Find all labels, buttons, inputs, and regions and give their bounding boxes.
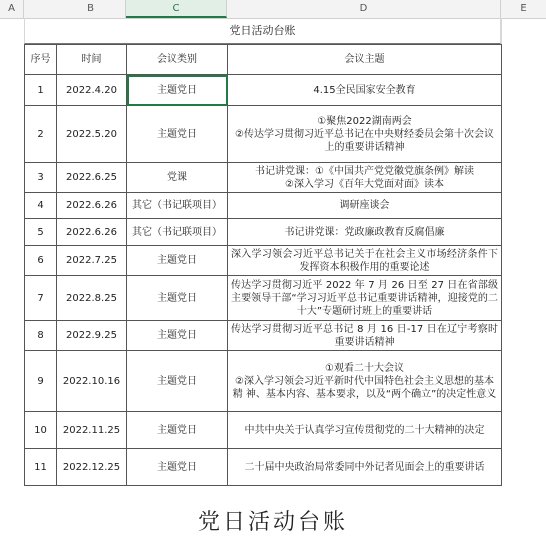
cell-no[interactable]: 9 bbox=[25, 351, 57, 412]
cell-date[interactable]: 2022.9.25 bbox=[57, 321, 127, 351]
cell-topic[interactable]: 传达学习贯彻习近平总书记 8 月 16 日-17 日在辽宁考察时重要讲话精神 bbox=[228, 321, 502, 351]
cell-no[interactable]: 3 bbox=[25, 163, 57, 193]
cell-date[interactable]: 2022.4.20 bbox=[57, 75, 127, 106]
table-row bbox=[25, 163, 502, 193]
table-row bbox=[25, 412, 502, 449]
cell-type[interactable]: 其它（书记联项目） bbox=[127, 219, 228, 246]
header-no[interactable]: 序号 bbox=[25, 45, 57, 75]
cell-topic[interactable]: 4.15全民国家安全教育 bbox=[228, 75, 502, 106]
cell-date[interactable]: 2022.12.25 bbox=[57, 449, 127, 486]
cell-no[interactable]: 4 bbox=[25, 193, 57, 219]
cell-topic[interactable]: ①聚焦2022湖南两会 ②传达学习贯彻习近平总书记在中央财经委员会第十次会议上的重要讲话精神 bbox=[228, 106, 502, 163]
cell-topic[interactable]: 书记讲党课：党政廉政教育反腐倡廉 bbox=[228, 219, 502, 246]
cell-no[interactable]: 7 bbox=[25, 276, 57, 321]
cell-type[interactable]: 其它（书记联项目） bbox=[127, 193, 228, 219]
cell-date[interactable]: 2022.6.25 bbox=[57, 163, 127, 193]
table-row bbox=[25, 351, 502, 412]
column-header-a[interactable]: A bbox=[0, 0, 24, 18]
cell-topic[interactable]: 深入学习领会习近平总书记关于在社会主义市场经济条件下发挥资本积极作用的重要论述 bbox=[228, 246, 502, 276]
table-header-row bbox=[25, 45, 502, 75]
cell-no[interactable]: 8 bbox=[25, 321, 57, 351]
cell-type[interactable]: 主题党日 bbox=[127, 106, 228, 163]
cell-no[interactable]: 11 bbox=[25, 449, 57, 486]
cell-type[interactable]: 主题党日 bbox=[127, 246, 228, 276]
cell-topic[interactable]: ①观看二十大会议 ②深入学习领会习近平新时代中国特色社会主义思想的基本精 神、基本内容、基本要求，以及“两个确立”的决定性意义 bbox=[228, 351, 502, 412]
cell-topic[interactable]: 二十届中央政治局常委同中外记者见面会上的重要讲话 bbox=[228, 449, 502, 486]
column-header-c[interactable]: C bbox=[126, 0, 227, 18]
cell-type-selected[interactable]: 主题党日 bbox=[127, 75, 228, 106]
table-row bbox=[25, 219, 502, 246]
caption-title: 党日活动台账 bbox=[197, 510, 348, 535]
cell-date[interactable]: 2022.6.26 bbox=[57, 193, 127, 219]
header-time[interactable]: 时间 bbox=[57, 45, 127, 75]
column-header-b-spacer bbox=[24, 0, 56, 18]
cell-topic[interactable]: 书记讲党课：①《中国共产党党徽党旗条例》解读 ②深入学习《百年大党面对面》读本 bbox=[228, 163, 502, 193]
column-header-b[interactable]: B bbox=[56, 0, 126, 18]
cell-no[interactable]: 2 bbox=[25, 106, 57, 163]
cell-date[interactable]: 2022.7.25 bbox=[57, 246, 127, 276]
table-row bbox=[25, 449, 502, 486]
table-row bbox=[25, 106, 502, 163]
header-topic[interactable]: 会议主题 bbox=[228, 45, 502, 75]
cell-type[interactable]: 主题党日 bbox=[127, 449, 228, 486]
cell-type[interactable]: 主题党日 bbox=[127, 321, 228, 351]
cell-no[interactable]: 1 bbox=[25, 75, 57, 106]
column-header-d[interactable]: D bbox=[227, 0, 501, 18]
cell-date[interactable]: 2022.5.20 bbox=[57, 106, 127, 163]
cell-type[interactable]: 主题党日 bbox=[127, 276, 228, 321]
cell-type[interactable]: 党课 bbox=[127, 163, 228, 193]
cell-topic[interactable]: 中共中央关于认真学习宣传贯彻党的二十大精神的决定 bbox=[228, 412, 502, 449]
cell-date[interactable]: 2022.11.25 bbox=[57, 412, 127, 449]
cell-no[interactable]: 6 bbox=[25, 246, 57, 276]
cell-type[interactable]: 主题党日 bbox=[127, 351, 228, 412]
cell-type[interactable]: 主题党日 bbox=[127, 412, 228, 449]
activity-table bbox=[24, 44, 502, 486]
cell-topic[interactable]: 调研座谈会 bbox=[228, 193, 502, 219]
cell-date[interactable]: 2022.10.16 bbox=[57, 351, 127, 412]
cell-date[interactable]: 2022.8.25 bbox=[57, 276, 127, 321]
cell-no[interactable]: 5 bbox=[25, 219, 57, 246]
table-row bbox=[25, 75, 502, 106]
cell-no[interactable]: 10 bbox=[25, 412, 57, 449]
cell-topic[interactable]: 传达学习贯彻习近平 2022 年 7 月 26 日至 27 日在省部级主要领导干部“学习习近平总书记重要讲话精神，迎接党的二十大”专题研讨班上的重要讲话 bbox=[228, 276, 502, 321]
column-header-row bbox=[0, 0, 546, 19]
table-row bbox=[25, 246, 502, 276]
table-row bbox=[25, 193, 502, 219]
header-type[interactable]: 会议类别 bbox=[127, 45, 228, 75]
table-row bbox=[25, 321, 502, 351]
sheet-title-cell[interactable]: 党日活动台账 bbox=[24, 18, 501, 44]
cell-date[interactable]: 2022.6.26 bbox=[57, 219, 127, 246]
column-header-e[interactable]: E bbox=[520, 3, 527, 14]
table-row bbox=[25, 276, 502, 321]
